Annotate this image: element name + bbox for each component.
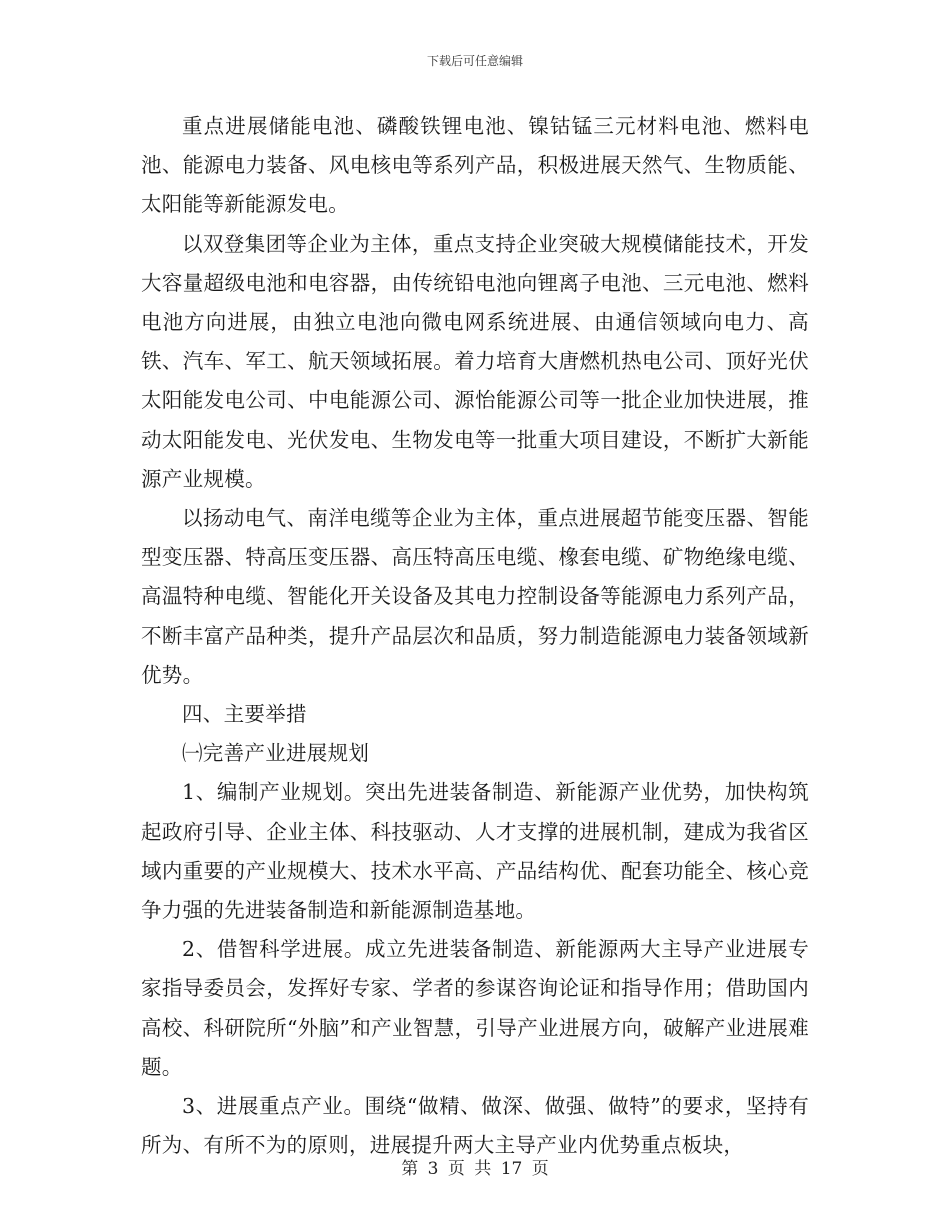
subsection-heading: ㈠完善产业进展规划 [182, 741, 370, 766]
document-body [141, 107, 809, 1165]
page-number-footer: 第 3 页 共 17 页 [401, 1159, 549, 1179]
paragraph: 3、进展重点产业。围绕“做精、做深、做强、做特”的要求，坚持有所为、有所不为的原则，进展提升两大主导产业内优势重点板块， [141, 1094, 809, 1158]
paragraph: 2、借智科学进展。成立先进装备制造、新能源两大主导产业进展专家指导委员会，发挥好专家、学者的参谋咨询论证和指导作用；借助国内高校、科研院所“外脑”和产业智慧，引导产业进展方向，破解产业进展难题。 [141, 937, 809, 1079]
page-header: 下载后可任意编辑 [426, 54, 523, 68]
section-heading: 四、主要举措 [182, 702, 307, 727]
paragraph: 以扬动电气、南洋电缆等企业为主体，重点进展超节能变压器、智能型变压器、特高压变压器、高压特高压电缆、橡套电缆、矿物绝缘电缆、高温特种电缆、智能化开关设备及其电力控制设备等能源电力系列产品，不断丰富产品种类，提升产品层次和品质，努力制造能源电力装备领域新优势。 [141, 506, 809, 687]
paragraph: 1、编制产业规划。突出先进装备制造、新能源产业优势，加快构筑起政府引导、企业主体、科技驱动、人才支撑的进展机制，建成为我省区域内重要的产业规模大、技术水平高、产品结构优、配套功能全、核心竞争力强的先进装备制造和新能源制造基地。 [141, 780, 809, 923]
paragraph: 重点进展储能电池、磷酸铁锂电池、镍钴锰三元材料电池、燃料电池、能源电力装备、风电核电等系列产品，积极进展天然气、生物质能、太阳能等新能源发电。 [141, 114, 809, 217]
paragraph: 以双登集团等企业为主体，重点支持企业突破大规模储能技术，开发大容量超级电池和电容器，由传统铅电池向锂离子电池、三元电池、燃料电池方向进展，由独立电池向微电网系统进展、由通信领域向电力、高铁、汽车、军工、航天领域拓展。着力培育大唐燃机热电公司、顶好光伏太阳能发电公司、中电能源公司、源怡能源公司等一批企业加快进展，推动太阳能发电、光伏发电、生物发电等一批重大项目建设，不断扩大新能源产业规模。 [141, 231, 809, 491]
